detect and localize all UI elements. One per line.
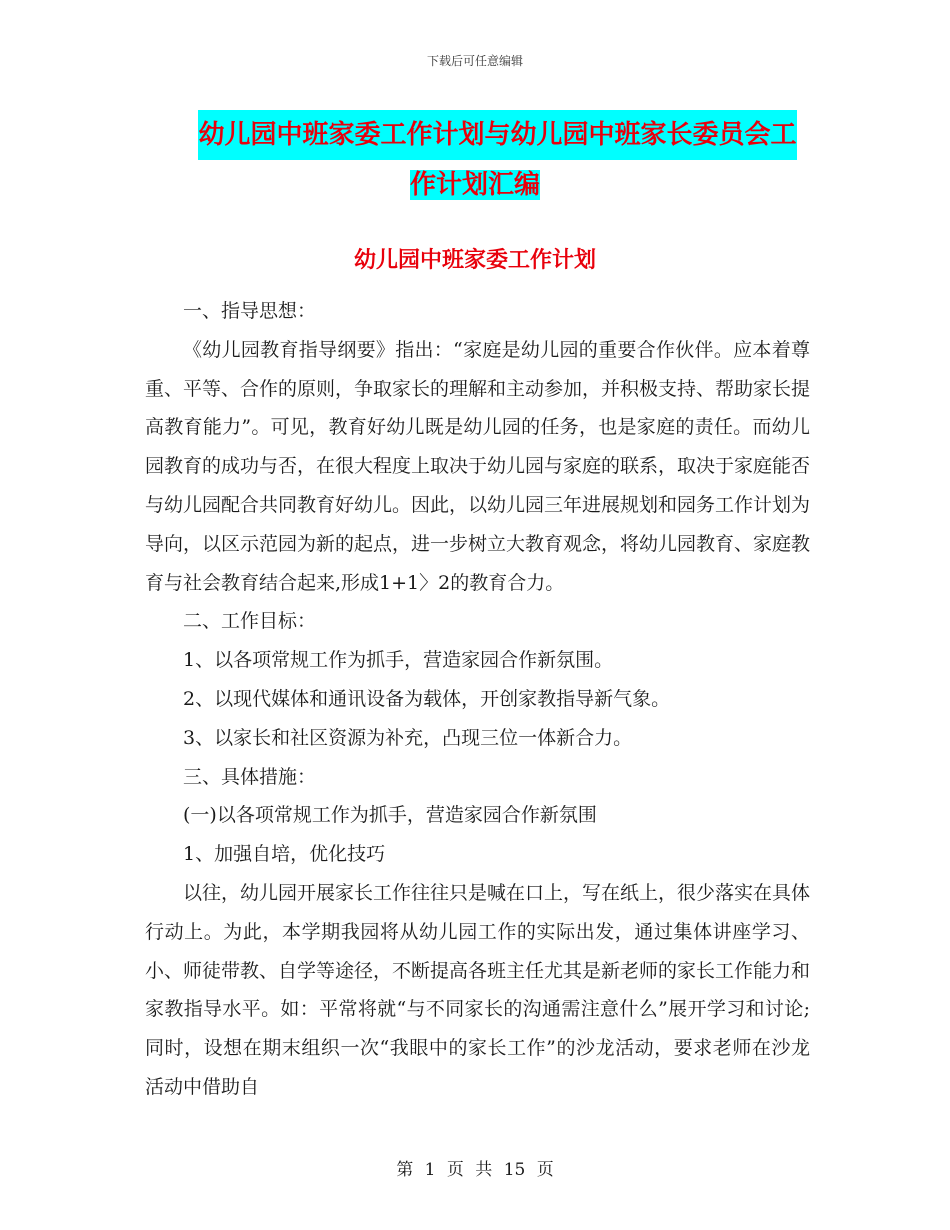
subheading-self-training: 1、加强自培，优化技巧 [183,843,386,866]
paragraph-self-training: 以往，幼儿园开展家长工作往往只是喊在口上，写在纸上，很少落实在具体行动上。为此，本学期我园将从幼儿园工作的实际出发，通过集体讲座学习、小、师徒带教、自学等途径，不断提高各班主任尤其是新老师的家长工作能力和家教指导水平。如：平常将就“与不同家长的沟通需注意什么”展开学习和讨论;同时，设想在期末组织一次“我眼中的家长工作”的沙龙活动，要求老师在沙龙活动中借助自 [145,881,811,1098]
goal-item-3: 3、以家长和社区资源为补充，凸现三位一体新合力。 [183,726,633,749]
total-pages-number: 15 [503,1160,526,1180]
page-footer [0,1155,950,1180]
document-body [145,292,810,1107]
title-line-1: 幼儿园中班家委工作计划与幼儿园中班家长委员会工 [198,110,796,160]
title-line-2: 作计划汇编 [409,170,540,200]
heading-guiding-ideology: 一、指导思想： [183,300,317,322]
document-title [0,110,950,210]
goal-item-1: 1、以各项常规工作为抓手，营造家园合作新氛围。 [183,649,614,672]
section-title: 幼儿园中班家委工作计划 [353,247,596,273]
footer-label-page: 第 [396,1160,414,1180]
goal-item-2: 2、以现代媒体和通讯设备为载体，开创家教指导新气象。 [183,687,671,710]
footer-label-end: 页 [536,1160,554,1180]
current-page-number: 1 [424,1160,436,1180]
heading-specific-measures: 三、具体措施： [183,765,317,788]
subheading-measure-1: (一)以各项常规工作为抓手，营造家园合作新氛围 [183,804,597,827]
footer-label-of: 页 共 [446,1160,493,1180]
heading-work-goals: 二、工作目标： [183,610,317,633]
paragraph-guideline-quote: 《幼儿园教育指导纲要》指出：“家庭是幼儿园的重要合作伙伴。应本着尊重、平等、合作的原则，争取家长的理解和主动参加，并积极支持、帮助家长提高教育能力”。可见，教育好幼儿既是幼儿园的任务，也是家庭的责任。而幼儿园教育的成功与否，在很大程度上取决于幼儿园与家庭的联系，取决于家庭能否与幼儿园配合共同教育好幼儿。因此，以幼儿园三年进展规划和园务工作计划为导向，以区示范园为新的起点，进一步树立大教育观念，将幼儿园教育、家庭教育与社会教育结合起来,形成1+1〉2的教育合力。 [145,338,811,594]
header-note: 下载后可任意编辑 [426,54,523,68]
